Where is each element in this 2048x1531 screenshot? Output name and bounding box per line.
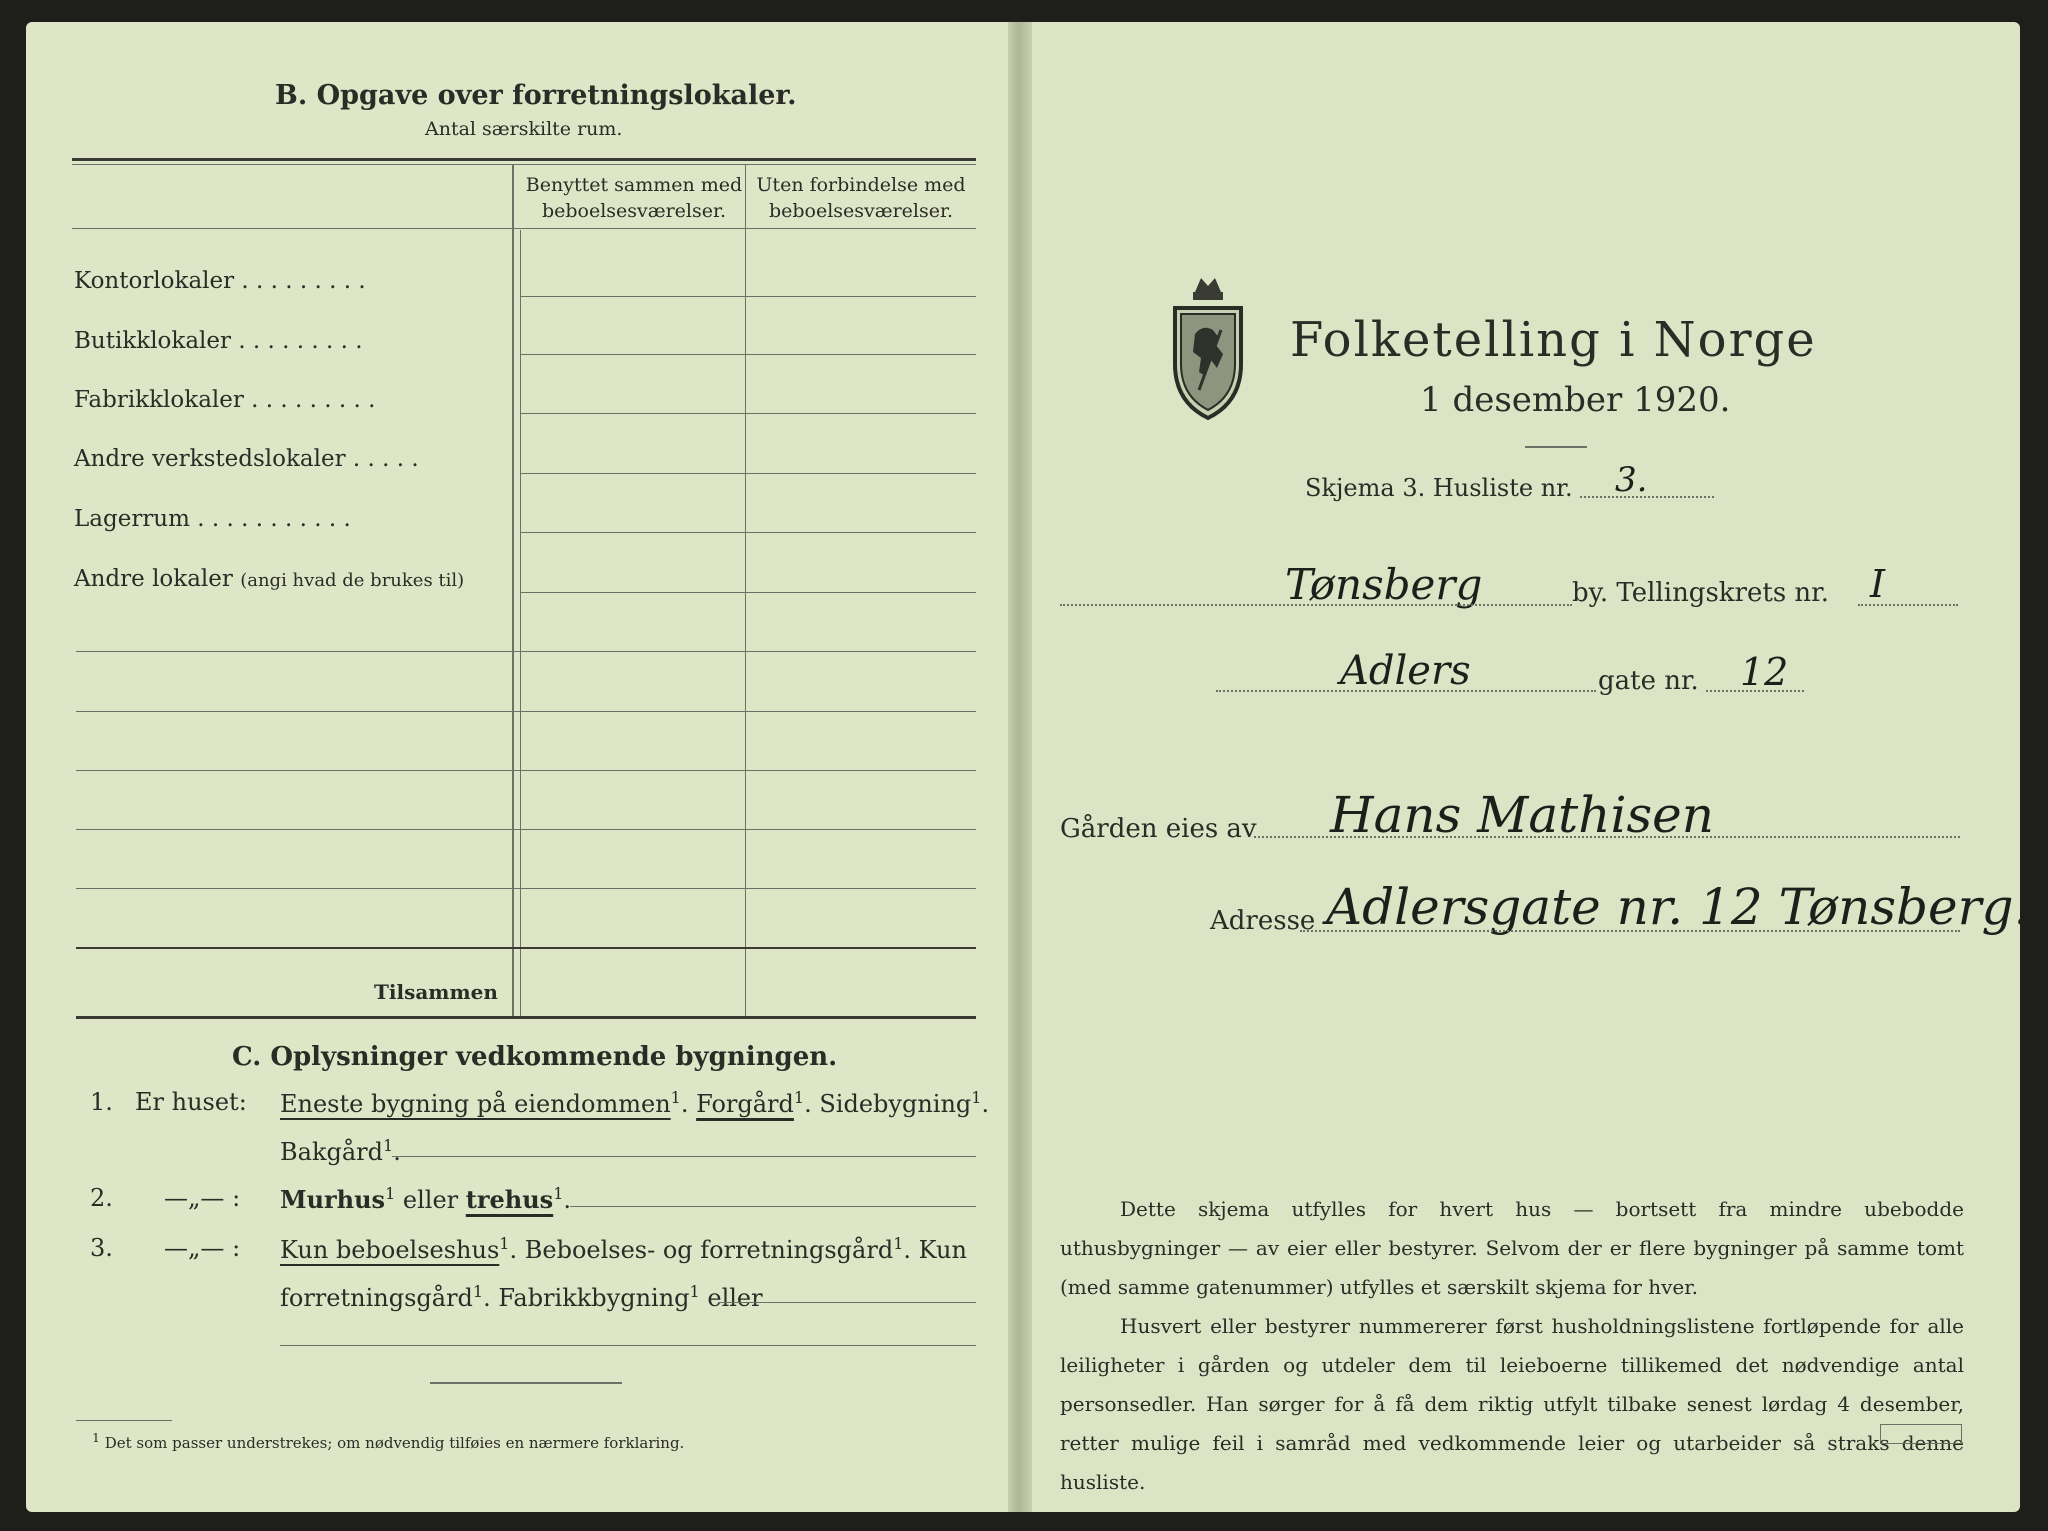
item3-opt-forretningsgard: forretningsgård [280, 1284, 473, 1312]
table-top-rule-2 [72, 164, 976, 165]
instructions-notice [1060, 1190, 1964, 1502]
sup: 1 [971, 1088, 982, 1107]
fill-line [392, 1156, 976, 1157]
section-c-title: C. Oplysninger vedkommende bygningen. [232, 1042, 838, 1072]
footnote-rule [76, 1420, 172, 1421]
section-b-subtitle: Antal særskilte rum. [425, 118, 623, 140]
item2-num: 2. [90, 1184, 113, 1212]
item2-opt-murhus: Murhus [280, 1185, 386, 1214]
row-andre-lokaler-text: Andre lokaler [74, 566, 233, 592]
city-value: Tønsberg [1285, 560, 1483, 609]
sup: 1 [670, 1088, 681, 1107]
item1-line2: Bakgård$^1$. [280, 1136, 401, 1166]
section-b-title: B. Opgave over forretningslokaler. [275, 80, 797, 111]
row-rule [520, 413, 976, 414]
printer-stamp [1880, 1424, 1962, 1444]
header-bottom-rule [72, 228, 976, 229]
krets-fill-line [1858, 604, 1958, 606]
col2-header [750, 172, 972, 224]
footnote-text: Det som passer understrekes; om nødvendig tilføies en nærmere forklaring. [104, 1434, 685, 1452]
owner-value: Hans Mathisen [1330, 786, 1714, 844]
item3-opt-eller: eller [707, 1284, 763, 1312]
row-andre-lokaler-label [74, 566, 464, 592]
address-value: Adlersgate nr. 12 Tønsberg. [1326, 878, 2030, 936]
schema-fill-line [1580, 496, 1714, 498]
sup: 1 [553, 1184, 564, 1203]
item3-opt-beboelses-forretning: Beboelses- og forretningsgård [524, 1236, 894, 1264]
item3-dash: —„— : [164, 1234, 241, 1262]
owner-fill-line [1254, 836, 1960, 838]
row-butikklokaler-label: Butikklokaler . . . . . . . . . [74, 328, 363, 354]
fill-line [280, 1345, 976, 1346]
row-lagerrum-label: Lagerrum . . . . . . . . . . . [74, 506, 351, 532]
total-label: Tilsammen [374, 980, 498, 1004]
street-fill-line [1216, 690, 1596, 692]
row-rule [520, 296, 976, 297]
item1-opt-eneste: Eneste bygning på eiendommen [280, 1090, 671, 1118]
footnote-marker: 1 [92, 1430, 100, 1445]
city-fill-line [1060, 604, 1572, 606]
item3-opt-kun: Kun [918, 1236, 967, 1264]
footnote [92, 1430, 684, 1452]
item1-opt-sidebygning: Sidebygning [819, 1090, 972, 1118]
sup: 1 [499, 1234, 510, 1253]
col1-header-line1: Benyttet sammen med [525, 174, 743, 196]
item1-opt-forgard: Forgård [696, 1090, 794, 1118]
item2-dash: —„— : [164, 1184, 241, 1212]
row-andre-lokaler-note: (angi hvad de brukes til) [240, 570, 465, 591]
separator-rule [430, 1382, 622, 1384]
title-rule [1525, 446, 1587, 448]
row-rule [520, 473, 976, 474]
table-col-divider-1b [520, 230, 521, 1016]
fill-line [570, 1206, 976, 1207]
owner-label: Gården eies av [1060, 814, 1257, 844]
cover-title: Folketelling i Norge [1290, 312, 1817, 368]
row-rule [520, 592, 976, 593]
row-rule [520, 532, 976, 533]
row-rule [76, 829, 976, 830]
item1-lead: Er huset: [135, 1088, 247, 1116]
table-top-rule [72, 158, 976, 161]
row-kontorlokaler-label: Kontorlokaler . . . . . . . . . [74, 268, 366, 294]
row-rule [520, 354, 976, 355]
item3-line2: forretningsgård$^1$. Fabrikkbygning$^1$ eller [280, 1282, 763, 1312]
street-value: Adlers [1340, 648, 1471, 694]
col2-header-line1: Uten forbindelse med [756, 174, 966, 196]
row-rule [76, 770, 976, 771]
address-label: Adresse [1210, 906, 1316, 936]
schema-value: 3. [1615, 460, 1648, 500]
cover-date: 1 desember 1920. [1420, 380, 1731, 420]
krets-value: I [1870, 562, 1886, 606]
schema-label: Skjema 3. Husliste nr. [1305, 474, 1573, 502]
row-rule [76, 711, 976, 712]
row-fabrikklokaler-label: Fabrikklokaler . . . . . . . . . [74, 387, 376, 413]
col1-header-line2: beboelsesværelser. [541, 200, 727, 222]
street-nr-fill-line [1706, 690, 1804, 692]
sup: 1 [385, 1184, 396, 1203]
row-rule [76, 651, 976, 652]
sup: 1 [893, 1234, 904, 1253]
notice-paragraph-1: Dette skjema utfylles for hvert hus — bortsett fra mindre ubebodde uthusbygninger — av eier eller bestyrer. Selvom der er flere bygninger på samme tomt (med samme gatenummer) utfylles et særskilt skjema for hver. [1060, 1197, 1964, 1299]
item3-opt-kun-beboelseshus: Kun beboelseshus [280, 1236, 500, 1264]
item1-opt-bakgard: Bakgård [280, 1138, 383, 1166]
sup: 1 [793, 1088, 805, 1107]
item2-opt-trehus: trehus [465, 1185, 554, 1214]
norwegian-coat-of-arms-icon [1165, 272, 1251, 422]
street-nr-value: 12 [1740, 650, 1789, 694]
fill-line [718, 1302, 976, 1303]
notice-paragraph-2: Husvert eller bestyrer nummererer først husholdningslistene fortløpende for alle leiligheter i gården og utdeler dem til leieboerne tillikemed det nødvendige antal personsedler. Han sørger for å få dem riktig utfylt tilbake senest lørdag 4 desember, retter mulige feil i samråd med vedkommende leier og utarbeider så straks denne husliste. [1060, 1314, 1964, 1494]
sup: 1 [689, 1282, 700, 1301]
row-andre-verksted-label: Andre verkstedslokaler . . . . . [74, 446, 419, 472]
col2-header-line2: beboelsesværelser. [768, 200, 954, 222]
sup: 1 [383, 1136, 394, 1155]
item2-options: Murhus$^1$ eller trehus$^1$. [280, 1184, 572, 1214]
item1-num: 1. [90, 1088, 113, 1116]
item3-opt-fabrikkbygning: Fabrikkbygning [498, 1284, 690, 1312]
item3-options: Kun beboelseshus$^1$. Beboelses- og forretningsgård$^1$. Kun [280, 1234, 967, 1264]
sup: 1 [472, 1282, 484, 1301]
address-fill-line [1300, 930, 1960, 932]
street-label: gate nr. [1598, 666, 1699, 696]
city-label: by. Tellingskrets nr. [1572, 578, 1830, 608]
col1-header [525, 172, 743, 224]
item3-num: 3. [90, 1234, 113, 1262]
page-fold [1008, 22, 1032, 1512]
item1-options: Eneste bygning på eiendommen$^1$. Forgård$^1$. Sidebygning$^1$. [280, 1088, 990, 1118]
total-top-rule [76, 947, 976, 949]
item2-or: eller [402, 1186, 459, 1214]
table-bottom-rule [76, 1016, 976, 1019]
row-rule [76, 888, 976, 889]
